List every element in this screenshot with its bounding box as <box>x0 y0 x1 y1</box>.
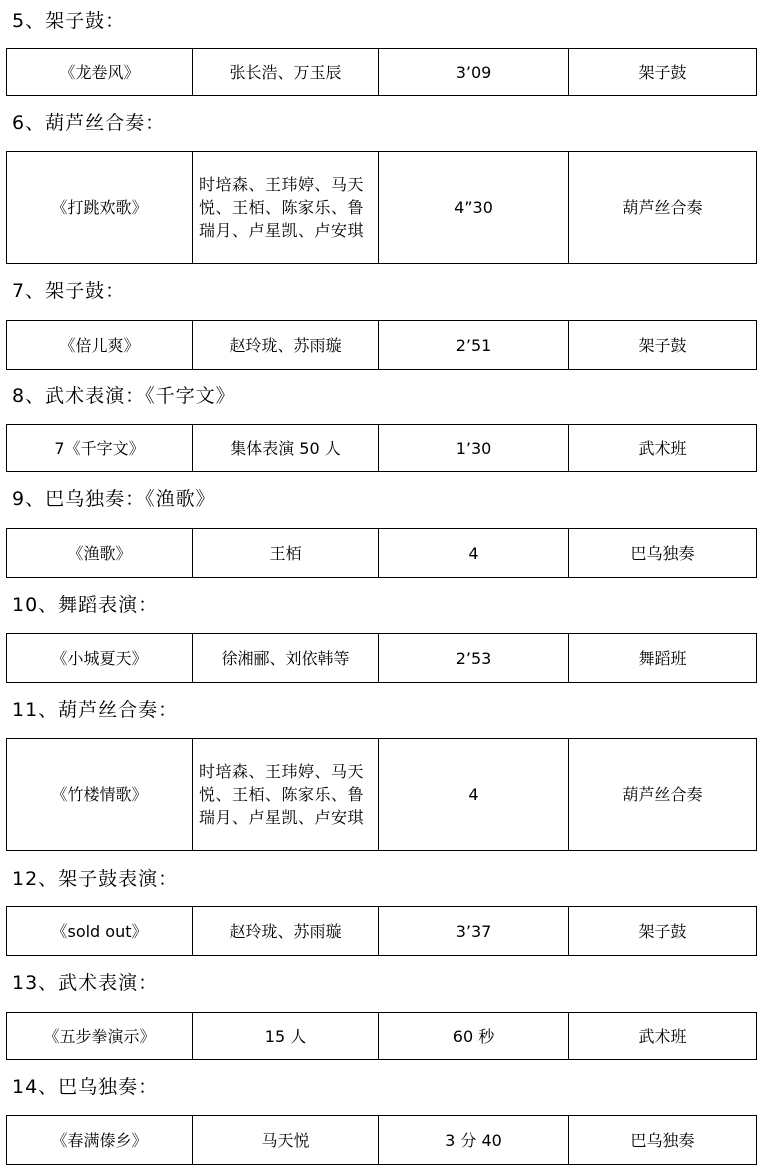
category: 武术班 <box>569 1013 757 1060</box>
section-heading: 8、武术表演：《千字文》 <box>12 385 236 407</box>
performers: 时培森、王玮婷、马天悦、王栢、陈家乐、鲁瑞月、卢星凯、卢安琪 <box>193 739 379 851</box>
piece-title: 《春满傣乡》 <box>7 1116 193 1165</box>
section-heading: 5、架子鼓： <box>12 10 126 32</box>
performers: 马天悦 <box>193 1116 379 1165</box>
duration: 60 秒 <box>379 1013 569 1060</box>
table-row <box>7 1116 757 1165</box>
program-table <box>6 1012 757 1060</box>
program-table <box>6 424 757 472</box>
piece-title: 《龙卷风》 <box>7 49 193 96</box>
category: 架子鼓 <box>569 321 757 370</box>
category: 葫芦丝合奏 <box>569 739 757 851</box>
program-table <box>6 320 757 370</box>
piece-title: 《sold out》 <box>7 907 193 956</box>
piece-title: 《打跳欢歌》 <box>7 152 193 264</box>
piece-title: 《倍儿爽》 <box>7 321 193 370</box>
category: 舞蹈班 <box>569 634 757 683</box>
section-heading: 6、葫芦丝合奏： <box>12 112 166 134</box>
duration: 2’53 <box>379 634 569 683</box>
table-row <box>7 425 757 472</box>
duration: 3’09 <box>379 49 569 96</box>
table-row <box>7 49 757 96</box>
category: 架子鼓 <box>569 907 757 956</box>
program-table <box>6 151 757 264</box>
program-table <box>6 1115 757 1165</box>
table-row <box>7 152 757 264</box>
performers: 张长浩、万玉辰 <box>193 49 379 96</box>
duration: 2’51 <box>379 321 569 370</box>
performers: 赵玲珑、苏雨璇 <box>193 907 379 956</box>
program-table <box>6 528 757 578</box>
category: 巴乌独奏 <box>569 529 757 578</box>
table-row <box>7 321 757 370</box>
section-heading: 13、武术表演： <box>12 972 159 994</box>
program-table <box>6 48 757 96</box>
table-row <box>7 1013 757 1060</box>
piece-title: 7《千字文》 <box>7 425 193 472</box>
duration: 3’37 <box>379 907 569 956</box>
table-row <box>7 634 757 683</box>
section-heading: 14、巴乌独奏： <box>12 1076 159 1098</box>
piece-title: 《竹楼情歌》 <box>7 739 193 851</box>
section-heading: 7、架子鼓： <box>12 280 126 302</box>
piece-title: 《渔歌》 <box>7 529 193 578</box>
performers: 徐湘郦、刘依韩等 <box>193 634 379 683</box>
piece-title: 《小城夏天》 <box>7 634 193 683</box>
duration: 3 分 40 <box>379 1116 569 1165</box>
program-table <box>6 906 757 956</box>
section-heading: 12、架子鼓表演： <box>12 868 179 890</box>
duration: 4”30 <box>379 152 569 264</box>
piece-title: 《五步拳演示》 <box>7 1013 193 1060</box>
table-row <box>7 907 757 956</box>
performers: 时培森、王玮婷、马天悦、王栢、陈家乐、鲁瑞月、卢星凯、卢安琪 <box>193 152 379 264</box>
category: 武术班 <box>569 425 757 472</box>
performers: 集体表演 50 人 <box>193 425 379 472</box>
performers: 赵玲珑、苏雨璇 <box>193 321 379 370</box>
performers: 15 人 <box>193 1013 379 1060</box>
section-heading: 9、巴乌独奏：《渔歌》 <box>12 488 216 510</box>
category: 巴乌独奏 <box>569 1116 757 1165</box>
category: 葫芦丝合奏 <box>569 152 757 264</box>
program-table <box>6 633 757 683</box>
table-row <box>7 529 757 578</box>
program-table <box>6 738 757 851</box>
category: 架子鼓 <box>569 49 757 96</box>
duration: 4 <box>379 739 569 851</box>
duration: 4 <box>379 529 569 578</box>
duration: 1’30 <box>379 425 569 472</box>
section-heading: 10、舞蹈表演： <box>12 594 159 616</box>
section-heading: 11、葫芦丝合奏： <box>12 699 179 721</box>
table-row <box>7 739 757 851</box>
performers: 王栢 <box>193 529 379 578</box>
